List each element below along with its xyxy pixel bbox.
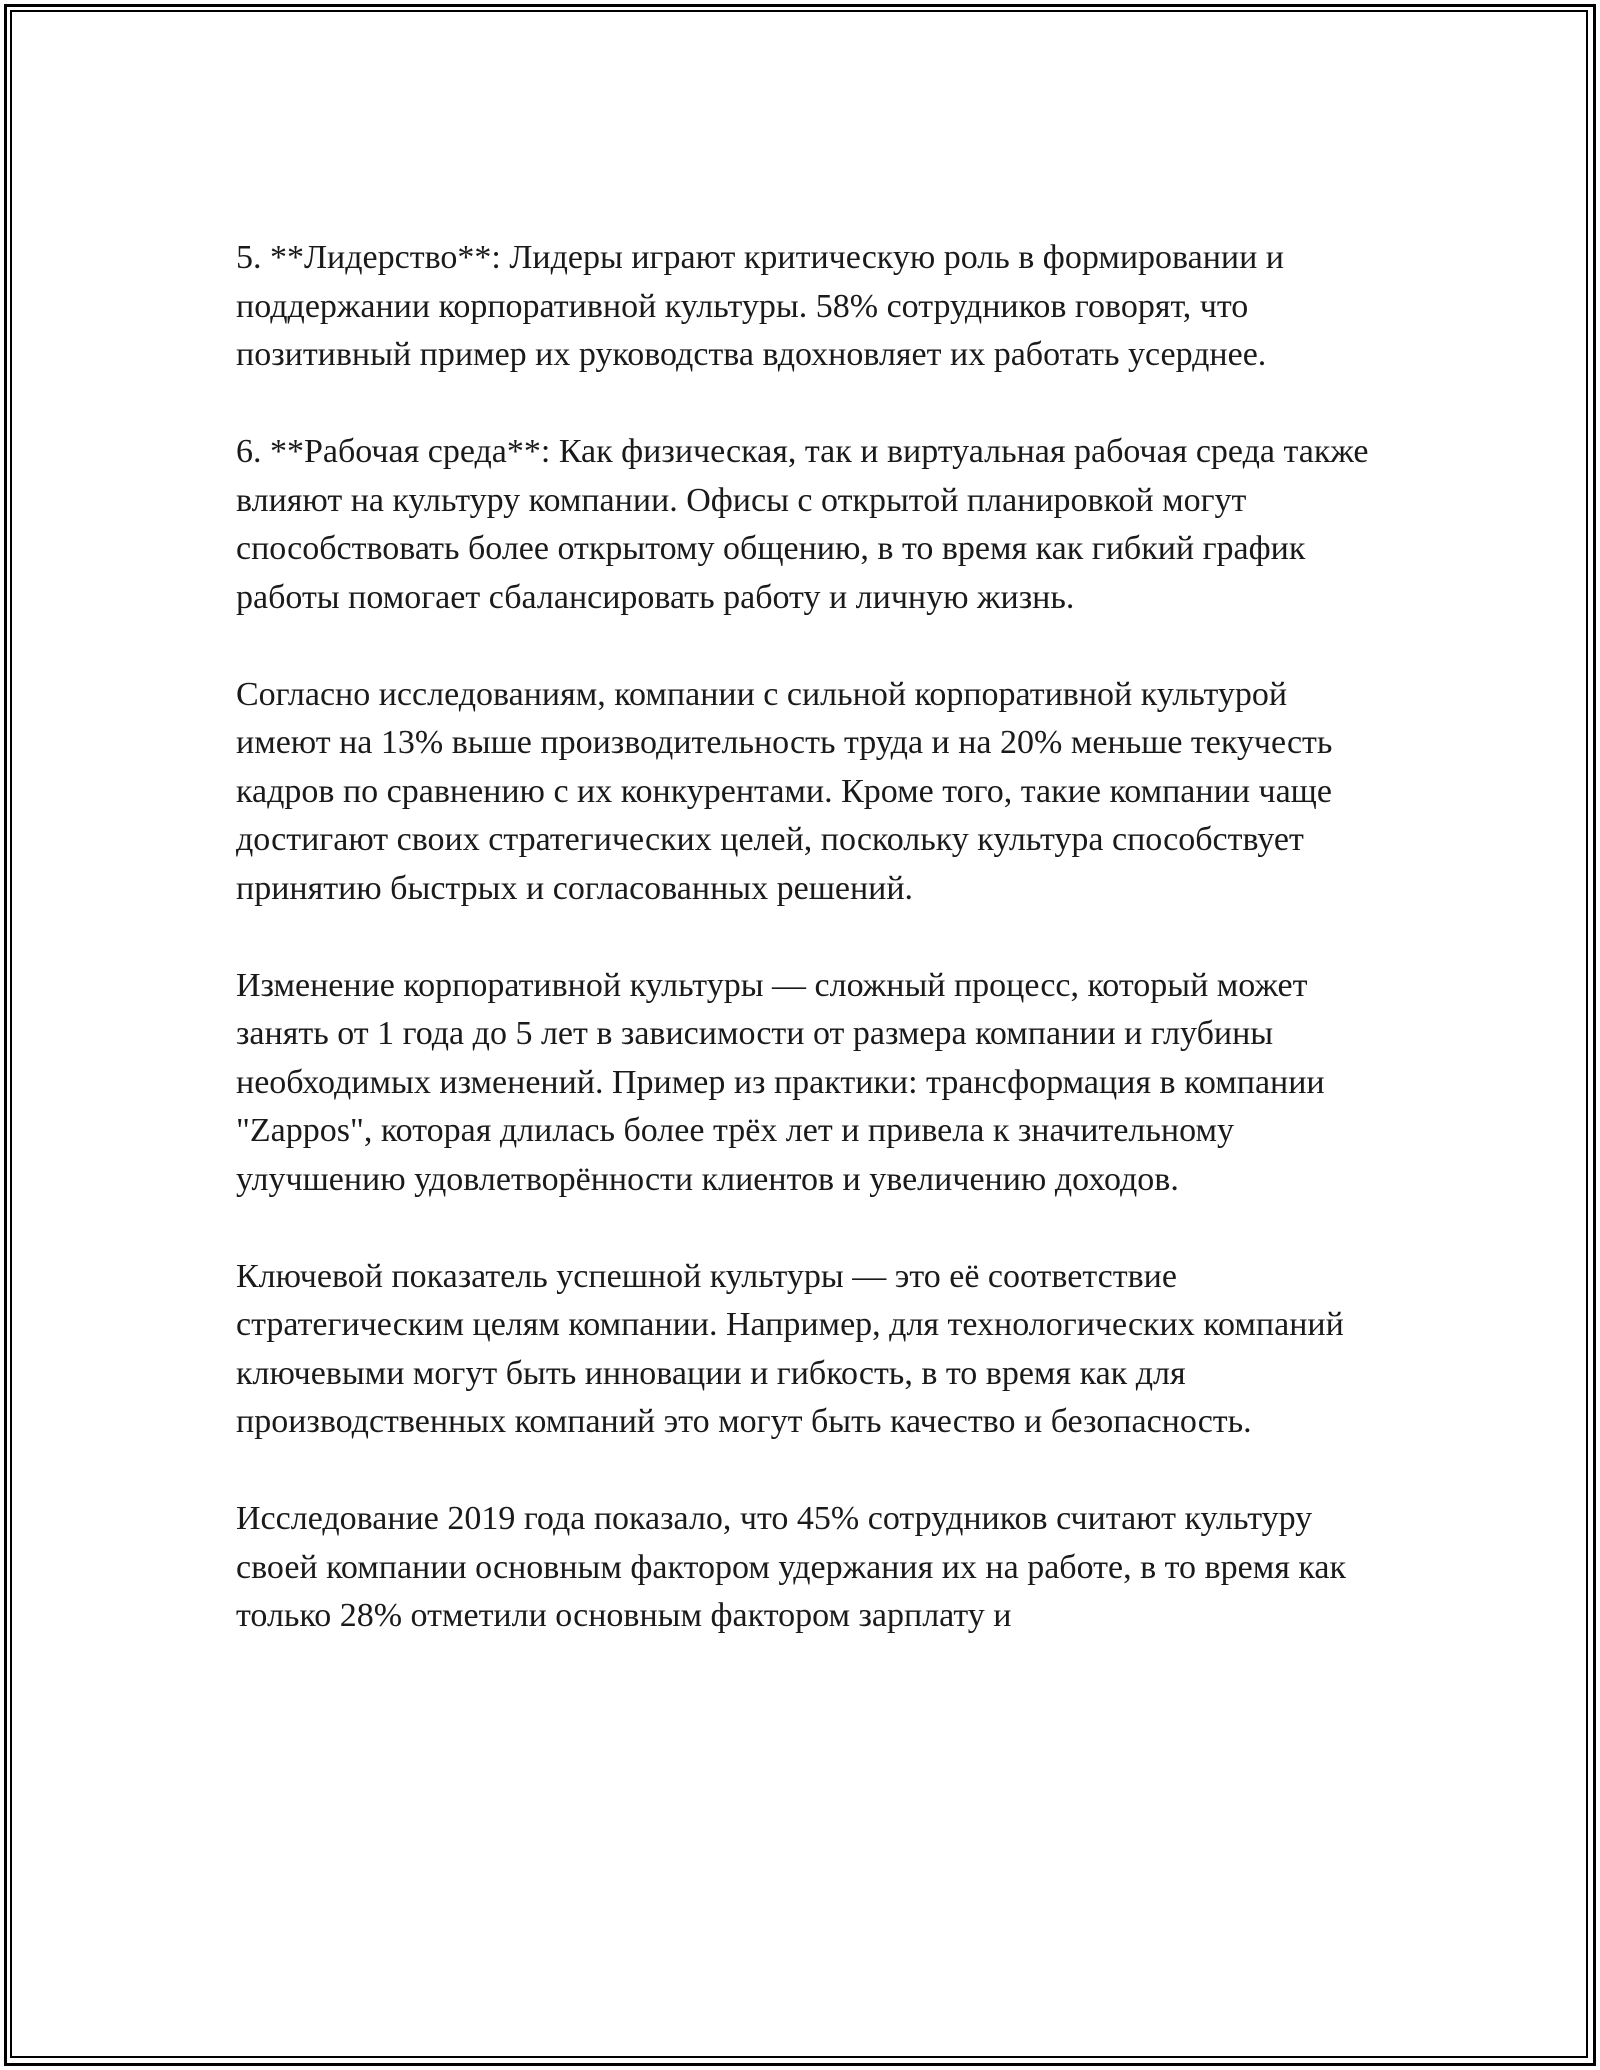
paragraph-leadership: 5. **Лидерство**: Лидеры играют критическую роль в формировании и поддержании корпоративной культуры. 58% сотрудников говорят, что позитивный пример их руководства вдохновляет их работать усерднее. [236,239,1285,373]
paragraph-work-environment: 6. **Рабочая среда**: Как физическая, так и виртуальная рабочая среда также влияют на культуру компании. Офисы с открытой планировкой могут способствовать более открытому общению, в то время как гибкий график работы помогает сбалансировать работу и личную жизнь. [236,433,1369,616]
paragraph-study-2019: Исследование 2019 года показало, что 45% сотрудников считают культуру своей компании основным фактором удержания их на работе, в то время как только 28% отметили основным фактором зарплату и [236,1500,1346,1634]
paragraph-key-indicator: Ключевой показатель успешной культуры — это её соответствие стратегическим целям компании. Например, для технологических компаний ключевыми могут быть инновации и гибкость, в то время как для производственных компаний это могут быть качество и безопасность. [236,1257,1344,1440]
paragraph-research-productivity: Согласно исследованиям, компании с сильной корпоративной культурой имеют на 13% выше производительность труда и на 20% меньше текучесть кадров по сравнению с их конкурентами. Кроме того, такие компании чаще достигают своих стратегических целей, поскольку культура способствует принятию быстрых и согласованных решений. [236,675,1333,907]
paragraph-culture-change: Изменение корпоративной культуры — сложный процесс, который может занять от 1 года до 5 лет в зависимости от размера компании и глубины необходимых изменений. Пример из практики: трансформация в компании "Zappos", которая длилась более трёх лет и привела к значительному улучшению удовлетворённости клиентов и увеличению доходов. [236,966,1325,1198]
document-body [236,234,1376,1689]
